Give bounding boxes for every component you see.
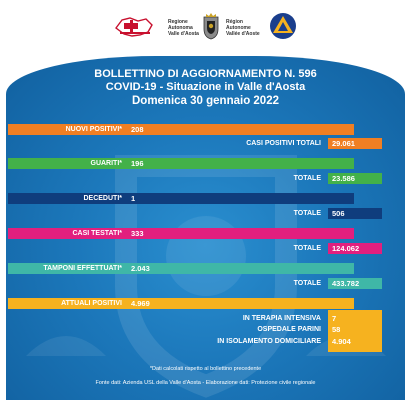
source-note: Fonte dati: Azienda USL della Valle d'Aosta - Elaborazione dati: Protezione civile regionale: [95, 380, 316, 386]
tamponi-totale-value: 433.782: [332, 279, 360, 288]
bulletin-title: BOLLETTINO DI AGGIORNAMENTO N. 596: [94, 68, 317, 80]
terapia-intensiva-label: IN TERAPIA INTENSIVA: [242, 315, 321, 322]
guariti-value: 196: [131, 159, 144, 168]
isolamento-domiciliare-label: IN ISOLAMENTO DOMICILIARE: [217, 338, 321, 345]
nuovi-positivi-value: 208: [131, 125, 144, 134]
bulletin-date: Domenica 30 gennaio 2022: [131, 95, 279, 107]
footnote: *Dati calcolati rispetto al bollettino precedente: [149, 366, 262, 372]
region-logo-text: Regione Autonoma Valle d'Aosta: [168, 19, 199, 37]
bulletin-subtitle: COVID-19 - Situazione in Valle d'Aosta: [105, 81, 306, 93]
ospedale-parini-label: OSPEDALE PARINI: [257, 326, 321, 333]
isolamento-domiciliare-value: 4.904: [332, 337, 351, 346]
casi-testati-totale-value: 124.062: [332, 244, 360, 253]
casi-testati-totale-label: TOTALE: [293, 245, 321, 252]
tamponi-label: TAMPONI EFFETTUATI*: [43, 265, 122, 272]
deceduti-label: DECEDUTI*: [83, 195, 122, 202]
region-logo-text-alt: Région Autonome Vallée d'Aoste: [226, 19, 260, 37]
ospedale-parini-value: 58: [332, 325, 341, 334]
guariti-totale-value: 23.586: [332, 174, 355, 183]
casi-positivi-totali-value: 29.061: [332, 139, 355, 148]
terapia-intensiva-value: 7: [332, 314, 337, 323]
nuovi-positivi-label: NUOVI POSITIVI*: [65, 126, 122, 133]
regional-crest-icon: [201, 11, 221, 41]
tamponi-value: 2.043: [131, 264, 150, 273]
deceduti-value: 1: [131, 194, 136, 203]
deceduti-totale-label: TOTALE: [293, 210, 321, 217]
aosta-valley-map-logo: [112, 12, 156, 42]
guariti-totale-label: TOTALE: [293, 175, 321, 182]
casi-testati-label: CASI TESTATI*: [72, 230, 122, 237]
civil-protection-triangle-icon: [268, 11, 298, 41]
attuali-positivi-value: 4.969: [131, 299, 150, 308]
deceduti-totale-value: 506: [332, 209, 345, 218]
attuali-positivi-label: ATTUALI POSITIVI: [61, 300, 122, 307]
guariti-label: GUARITI*: [90, 160, 122, 167]
casi-positivi-totali-label: CASI POSITIVI TOTALI: [246, 140, 321, 147]
casi-testati-value: 333: [131, 229, 144, 238]
tamponi-totale-label: TOTALE: [293, 280, 321, 287]
header-logos: [0, 6, 411, 48]
